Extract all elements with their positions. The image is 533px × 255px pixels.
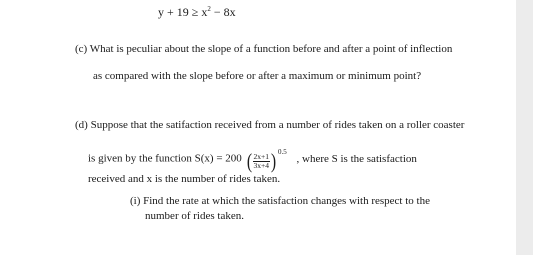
- top-inequality-left: y + 19 ≥ x: [158, 5, 208, 19]
- function-definition: is given by the function S(x) = 200: [88, 152, 242, 165]
- fraction: [253, 153, 270, 170]
- top-inequality: [158, 3, 236, 19]
- part-d-i-line-1: (i) Find the rate at which the satisfaction changes with respect to the: [130, 195, 430, 207]
- function-trailing-text: , where S is the satisfaction: [296, 152, 417, 165]
- top-inequality-right: − 8x: [210, 5, 236, 19]
- function-exponent: 0.5: [278, 148, 287, 156]
- part-d-function-line: [88, 146, 417, 172]
- fraction-numerator: 2x+1: [253, 151, 270, 161]
- fraction-denominator: 3x+4: [253, 160, 270, 170]
- fraction-group: [246, 146, 287, 172]
- part-d-i-line-2: number of rides taken.: [145, 210, 244, 222]
- part-d-line-3: received and x is the number of rides taken.: [88, 173, 281, 185]
- top-inequality-exponent: 2: [207, 5, 211, 13]
- part-c-line-1: (c) What is peculiar about the slope of a function before and after a point of inflection: [75, 43, 453, 55]
- part-d-line-1: (d) Suppose that the satifaction received from a number of rides taken on a roller coaster: [75, 119, 465, 131]
- right-paren: ): [270, 148, 277, 173]
- page-gutter: [516, 0, 533, 255]
- part-c-line-2: as compared with the slope before or after a maximum or minimum point?: [93, 70, 422, 82]
- left-paren: (: [246, 148, 252, 173]
